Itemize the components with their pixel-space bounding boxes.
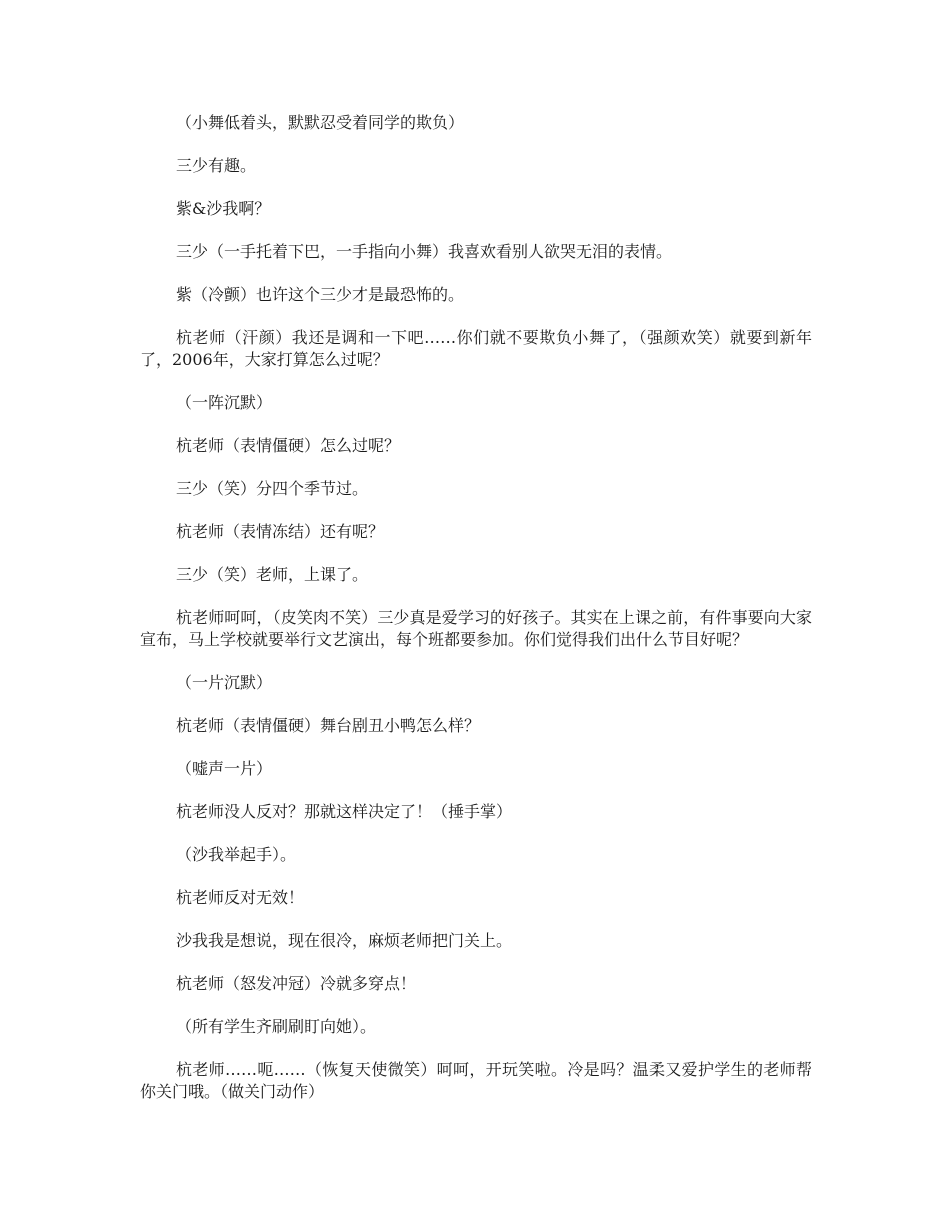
paragraph-17: （沙我举起手）。 [176,845,297,864]
paragraph-9: 三少（笑）分四个季节过。 [176,479,369,498]
paragraph-2: 三少有趣。 [176,156,257,175]
paragraph-12: 杭老师呵呵，（皮笑肉不笑）三少真是爱学习的好孩子。其实在上课之前，有件事要向大家宣布，马上学校就要举行文艺演出，每个班都要参加。你们觉得我们出什么节目好呢？ [140,608,812,649]
paragraph-6: 杭老师（汗颜）我还是调和一下吧……你们就不要欺负小舞了，（强颜欢笑）就要到新年了，2006年，大家打算怎么过呢？ [140,328,812,369]
paragraph-19: 沙我我是想说，现在很冷，麻烦老师把门关上。 [176,931,513,950]
paragraph-11: 三少（笑）老师，上课了。 [176,565,369,584]
paragraph-4: 三少（一手托着下巴，一手指向小舞）我喜欢看别人欲哭无泪的表情。 [176,242,673,261]
paragraph-13: （一片沉默） [176,673,273,692]
paragraph-20: 杭老师（怒发冲冠）冷就多穿点！ [176,974,417,993]
paragraph-8: 杭老师（表情僵硬）怎么过呢？ [176,436,401,455]
paragraph-3: 紫&沙我啊？ [176,199,271,218]
paragraph-18: 杭老师反对无效！ [176,888,305,907]
paragraph-5: 紫（冷颤）也许这个三少才是最恐怖的。 [176,285,465,304]
paragraph-16: 杭老师没人反对？那就这样决定了！（捶手掌） [176,802,513,821]
paragraph-7: （一阵沉默） [176,393,273,412]
paragraph-22: 杭老师……呃……（恢复天使微笑）呵呵，开玩笑啦。冷是吗？温柔又爱护学生的老师帮你关门哦。（做关门动作） [140,1060,812,1101]
paragraph-1: （小舞低着头，默默忍受着同学的欺负） [176,113,465,132]
paragraph-10: 杭老师（表情冻结）还有呢？ [176,522,385,541]
paragraph-14: 杭老师（表情僵硬）舞台剧丑小鸭怎么样？ [176,716,481,735]
paragraph-21: （所有学生齐刷刷盯向她）。 [176,1017,377,1036]
paragraph-15: （嘘声一片） [176,759,273,778]
